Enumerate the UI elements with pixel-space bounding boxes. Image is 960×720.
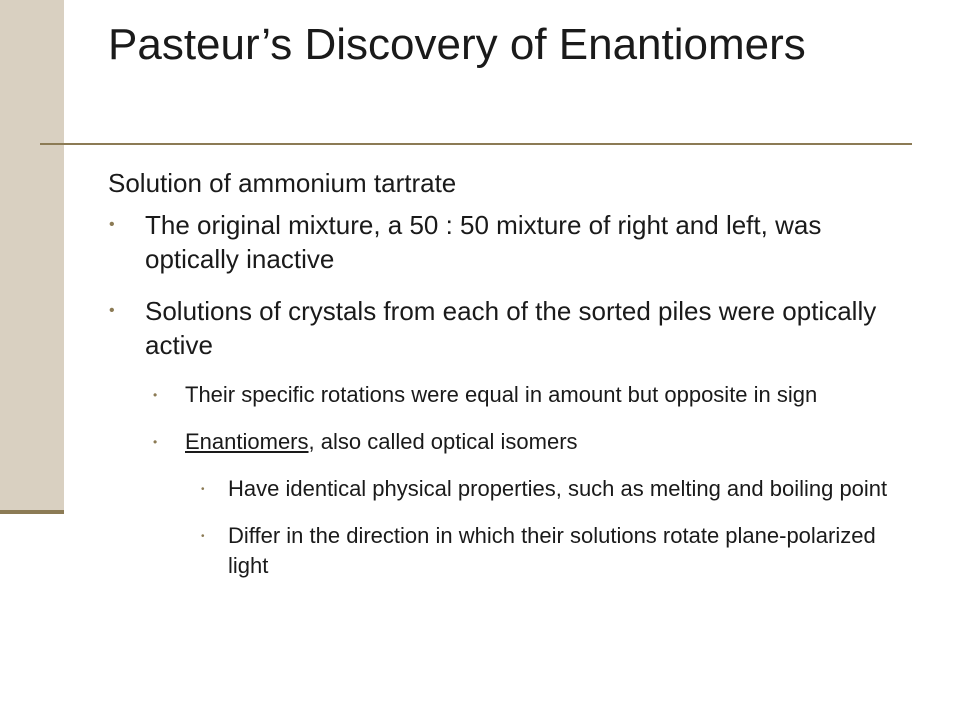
slide-body [108,164,908,598]
sub-sub-bullet-item [108,521,908,581]
sub-bullet-text: , also called optical isomers [308,429,578,454]
sub-sub-bullet-text: Differ in the direction in which their solutions rotate plane-polarized light [228,523,876,578]
sub-bullet-text: Their specific rotations were equal in amount but opposite in sign [185,382,818,407]
bullet-text: The original mixture, a 50 : 50 mixture of right and left, was optically inactive [145,210,822,274]
sub-sub-bullet-item [108,474,908,504]
heading-line: Solution of ammonium tartrate [108,168,457,198]
sub-bullet-item [108,380,908,410]
bullet-dot-icon: • [201,484,205,495]
bullet-dot-icon: • [153,435,158,449]
title-divider [40,143,912,145]
bullet-dot-icon: • [109,302,115,319]
enantiomers-term: Enantiomers [185,429,309,454]
slide-title: Pasteur’s Discovery of Enantiomers [108,20,806,69]
bullet-dot-icon: • [201,531,205,542]
bullet-dot-icon: • [109,216,115,233]
sub-sub-bullet-text: Have identical physical properties, such as melting and boiling point [228,476,888,501]
sub-bullet-item [108,427,908,457]
side-accent-band [0,0,64,512]
bullet-text: Solutions of crystals from each of the sorted piles were optically active [145,296,877,360]
bullet-item [108,294,908,362]
side-band-divider [0,510,64,514]
bullet-dot-icon: • [153,388,158,402]
bullet-item [108,208,908,276]
